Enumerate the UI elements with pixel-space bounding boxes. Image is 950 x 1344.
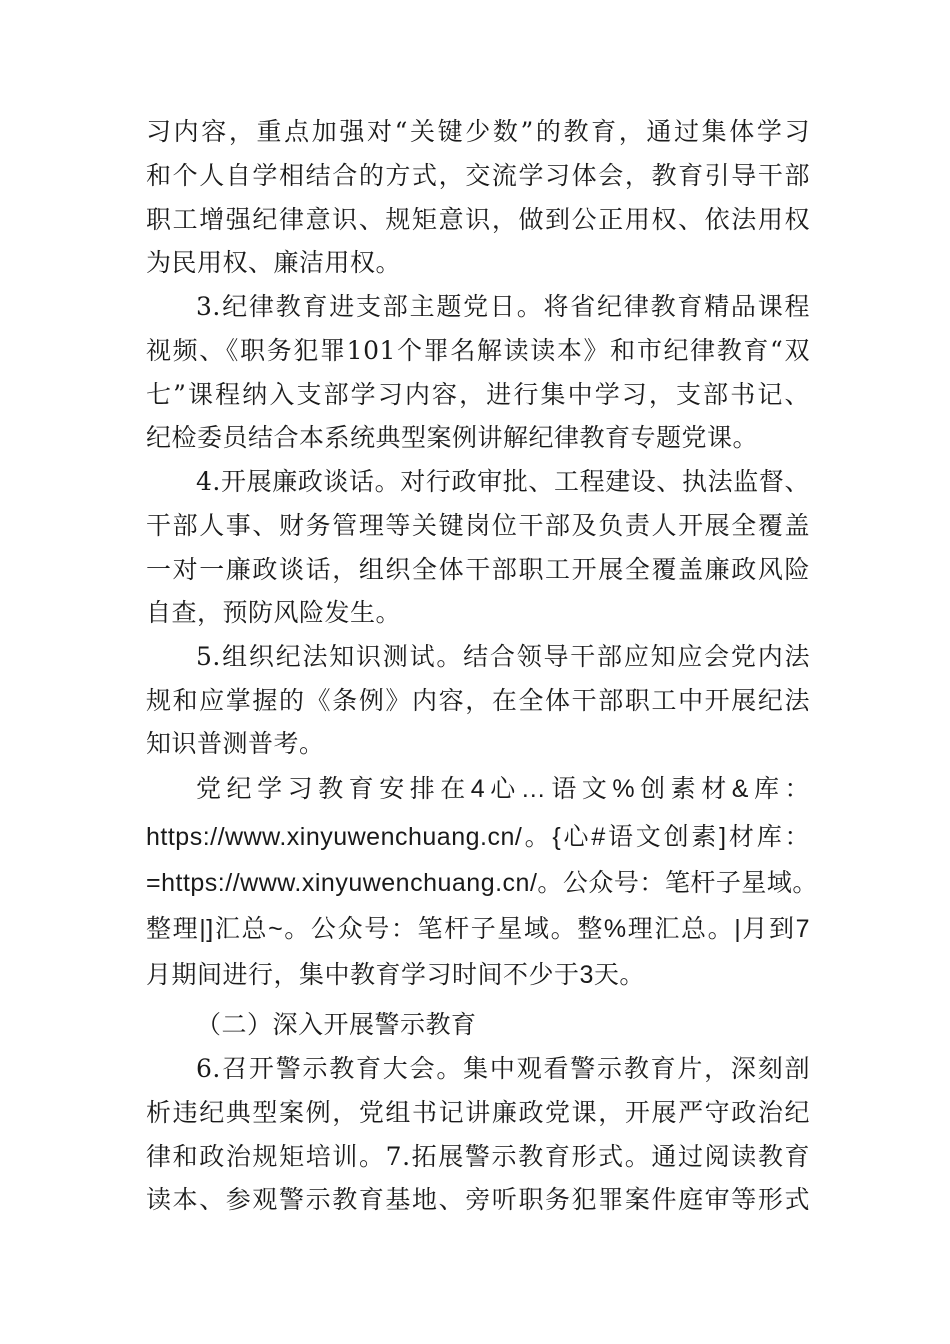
paragraph-4-start: 4.开展廉政谈话。对行政审批、工程建设、执法监督、 bbox=[196, 467, 810, 496]
text-line: 职工增强纪律意识、规矩意识，做到公正用权、依法用权 bbox=[146, 205, 810, 234]
schedule-paragraph-start: 党纪学习教育安排在4心…语文%创素材&库： bbox=[196, 775, 810, 803]
text-line: 律和政治规矩培训。7.拓展警示教育形式。通过阅读教育 bbox=[146, 1142, 810, 1171]
text-line: 纪检委员结合本系统典型案例讲解纪律教育专题党课。 bbox=[146, 423, 759, 452]
text-line: 自查，预防风险发生。 bbox=[146, 598, 402, 627]
paragraph-5-start: 5.组织纪法知识测试。结合领导干部应知应会党内法 bbox=[196, 642, 810, 671]
text-line: https://www.xinyuwenchuang.cn/。{心#语文创素]材库： bbox=[146, 823, 810, 851]
section-heading: （二）深入开展警示教育 bbox=[196, 1010, 477, 1039]
text-line: 整理|]汇总~。公众号：笔杆子星域。整%理汇总。|月到7 bbox=[146, 915, 810, 943]
paragraph-3-start: 3.纪律教育进支部主题党日。将省纪律教育精品课程 bbox=[196, 292, 810, 321]
text-line: 析违纪典型案例，党组书记讲廉政党课，开展严守政治纪 bbox=[146, 1098, 810, 1127]
paragraph-6-start: 6.召开警示教育大会。集中观看警示教育片，深刻剖 bbox=[196, 1054, 810, 1083]
text-line: 视频、《职务犯罪101个罪名解读读本》和市纪律教育“双 bbox=[146, 336, 810, 365]
text-line: 习内容，重点加强对“关键少数”的教育，通过集体学习 bbox=[146, 117, 810, 146]
text-line: 为民用权、廉洁用权。 bbox=[146, 248, 402, 277]
text-line: 知识普测普考。 bbox=[146, 729, 325, 758]
text-line: 规和应掌握的《条例》内容，在全体干部职工中开展纪法 bbox=[146, 686, 810, 715]
text-line: =https://www.xinyuwenchuang.cn/。公众号：笔杆子星域。 bbox=[146, 869, 818, 897]
text-line: 干部人事、财务管理等关键岗位干部及负责人开展全覆盖 bbox=[146, 511, 810, 540]
text-line: 七”课程纳入支部学习内容，进行集中学习，支部书记、 bbox=[146, 380, 810, 409]
text-line: 和个人自学相结合的方式，交流学习体会，教育引导干部 bbox=[146, 161, 810, 190]
text-line: 读本、参观警示教育基地、旁听职务犯罪案件庭审等形式 bbox=[146, 1185, 810, 1214]
text-line: 月期间进行，集中教育学习时间不少于3天。 bbox=[146, 961, 645, 989]
text-line: 一对一廉政谈话，组织全体干部职工开展全覆盖廉政风险 bbox=[146, 555, 810, 584]
